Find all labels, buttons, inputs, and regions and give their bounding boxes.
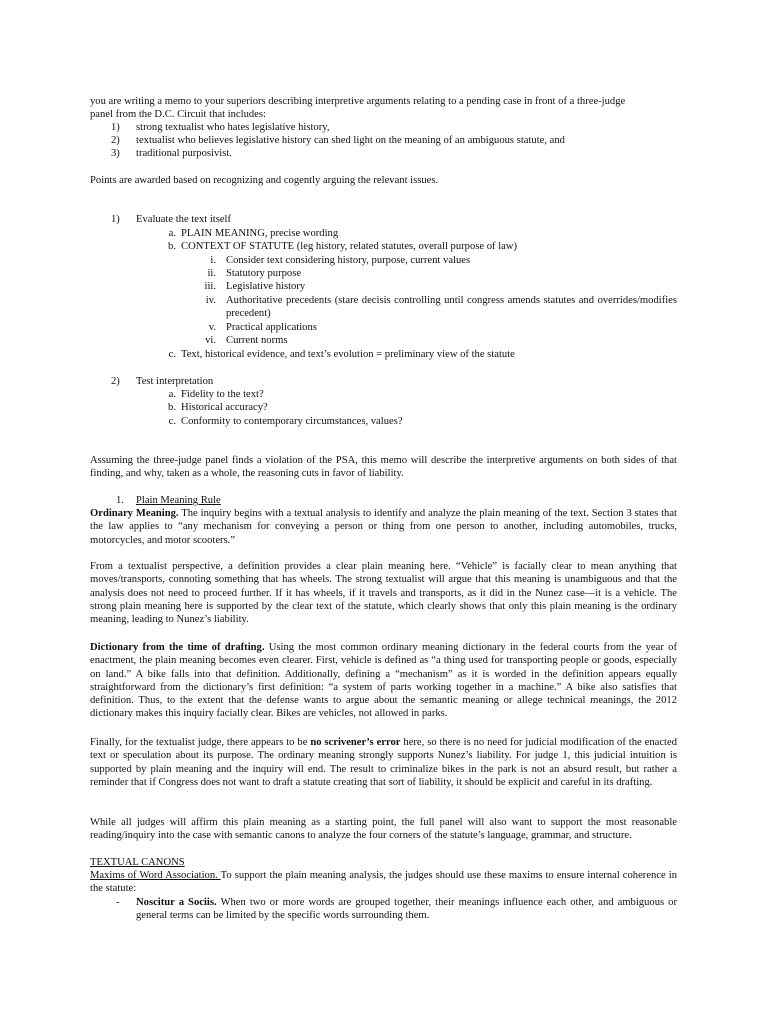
intro-line-1: you are writing a memo to your superiors describing interpretive arguments relating to a pending case in front of a three-judge [90, 96, 626, 107]
outline-roman: ii. [207, 268, 216, 279]
points-note: Points are awarded based on recognizing and cogently arguing the relevant issues. [90, 175, 439, 186]
intro-paragraph [90, 95, 677, 122]
judge-list-item: strong textualist who hates legislative history, [136, 122, 330, 133]
outline-roman: iv. [205, 295, 216, 306]
outline-subitem: PLAIN MEANING, precise wording [181, 228, 339, 239]
outline-letter: a. [168, 228, 176, 239]
intro-line-2: panel from the D.C. Circuit that includes: [90, 109, 266, 121]
outline-letter: b. [168, 241, 176, 252]
outline-roman: iii. [204, 281, 216, 292]
noscitur-text: When two or more words are grouped together, their meanings influence each other, and ambiguous or general terms can be limited by the specific words surrounding them. [136, 897, 677, 922]
scrivener-text-post: here, so there is no need for judicial modification of the enacted text or speculation about its purpose. The ordinary meaning strongly supports Nunez’s liability. For judge 1, this judicial intuition is supported by plain meaning and the inquiry will end. The result to criminalize bikes in the park is not an absurd result, but rather a reminder that if Congress does not want to draft a statute creating that sort of liability, it should be explicit and careful in its drafting. [90, 737, 677, 788]
outline-subitem: Historical accuracy? [181, 402, 268, 413]
bullet-dash: - [116, 897, 120, 908]
section-heading: Plain Meaning Rule [136, 495, 221, 506]
scrivener-bold: no scrivener’s error [310, 737, 401, 748]
outline-roman-item: Authoritative precedents (stare decisis controlling until congress amends statutes and overrides/modifies precedent) [226, 295, 677, 320]
maxims-heading: Maxims of Word Association. [90, 870, 221, 881]
outline-item: Evaluate the text itself [136, 214, 232, 225]
maxims-text: To support the plain meaning analysis, the judges should use these maxims to ensure internal coherence in the statute: [90, 870, 677, 895]
outline-letter: b. [168, 402, 176, 413]
outline-letter: a. [168, 389, 176, 400]
semantic-canons-paragraph: While all judges will affirm this plain meaning as a starting point, the full panel will also want to support the most reasonable reading/inquiry into the case with semantic canons to analyze the four corners of the statute’s language, grammar, and structure. [90, 817, 677, 842]
ordinary-meaning-paragraph [90, 507, 677, 547]
outline-roman: vi. [205, 335, 216, 346]
outline-subitem: Fidelity to the text? [181, 389, 264, 400]
textualist-paragraph: From a textualist perspective, a definition provides a clear plain meaning here. “Vehicle” is facially clear to mean anything that moves/transports, connoting something that has wheels. The strong textualist will argue that this meaning is unambiguous and that the analysis does not need to proceed further. If it has wheels, if it travels and transports, as it did in the Nunez case—it is a vehicle. The strong plain meaning here is supported by the clear text of the statute, which clearly shows that only this plain meaning is the ordinary meaning, leading to Nunez’s liability. [90, 561, 677, 626]
judge-list-number: 2) [111, 135, 120, 146]
ordinary-meaning-text: The inquiry begins with a textual analysis to identify and analyze the plain meaning of the text. Section 3 states that the law applies to “any mechanism for conveying a person or thing from one person to another, including automobiles, trucks, motorcycles, and motor scooters.” [90, 508, 677, 546]
outline-number: 2) [111, 376, 120, 387]
outline-subitem: CONTEXT OF STATUTE (leg history, related statutes, overall purpose of law) [181, 241, 518, 252]
outline-item: Test interpretation [136, 376, 214, 387]
outline-number: 1) [111, 214, 120, 225]
outline-roman-item: Consider text considering history, purpose, current values [226, 255, 471, 266]
memo-intro-paragraph: Assuming the three-judge panel finds a violation of the PSA, this memo will describe the interpretive arguments on both sides of that finding, and why, taken as a whole, the reasoning cuts in favor of liability. [90, 455, 677, 480]
judge-list-number: 1) [111, 122, 120, 133]
outline-roman: v. [208, 322, 216, 333]
noscitur-heading: Noscitur a Sociis. [136, 897, 217, 908]
outline-roman-item: Legislative history [226, 281, 306, 292]
dictionary-text: Using the most common ordinary meaning dictionary in the federal courts from the year of enactment, the plain meaning becomes even clearer. First, vehicle is defined as “a thing used for transporting people or goods, especially on land.” A bike falls into that definition. Additionally, defining a “mechanism” as it is worded in the definition appears equally straightforward from the dictionary’s first definition: “a system of parts working together in a machine.” A bike also satisfies that definition. Thus, to the extent that the defense wants to argue about the semantic meaning or allege technical meanings, the 2012 dictionary makes this inquiry facially clear. Bikes are vehicles, not allowed in parks. [90, 642, 677, 720]
judge-list-item: textualist who believes legislative history can shed light on the meaning of an ambiguous statute, and [136, 135, 565, 146]
dictionary-heading: Dictionary from the time of drafting. [90, 642, 265, 653]
outline-letter: c. [168, 349, 176, 360]
maxims-paragraph [90, 869, 677, 896]
outline-roman-item: Current norms [226, 335, 288, 346]
textual-canons-heading: TEXTUAL CANONS [90, 857, 185, 868]
judge-list-number: 3) [111, 148, 120, 159]
outline-subitem: Conformity to contemporary circumstances, values? [181, 416, 403, 427]
outline-letter: c. [168, 416, 176, 427]
outline-roman: i. [210, 255, 216, 266]
ordinary-meaning-heading: Ordinary Meaning. [90, 508, 179, 519]
outline-subitem: Text, historical evidence, and text’s evolution = preliminary view of the statute [181, 349, 515, 360]
outline-roman-item: Practical applications [226, 322, 317, 333]
outline-roman-item: Statutory purpose [226, 268, 302, 279]
section-number: 1. [116, 495, 124, 506]
scrivener-text-pre: Finally, for the textualist judge, there appears to be [90, 737, 311, 748]
scrivener-paragraph [90, 736, 677, 789]
judge-list-item: traditional purposivist. [136, 148, 232, 159]
noscitur-paragraph [136, 896, 677, 923]
dictionary-paragraph [90, 641, 677, 721]
